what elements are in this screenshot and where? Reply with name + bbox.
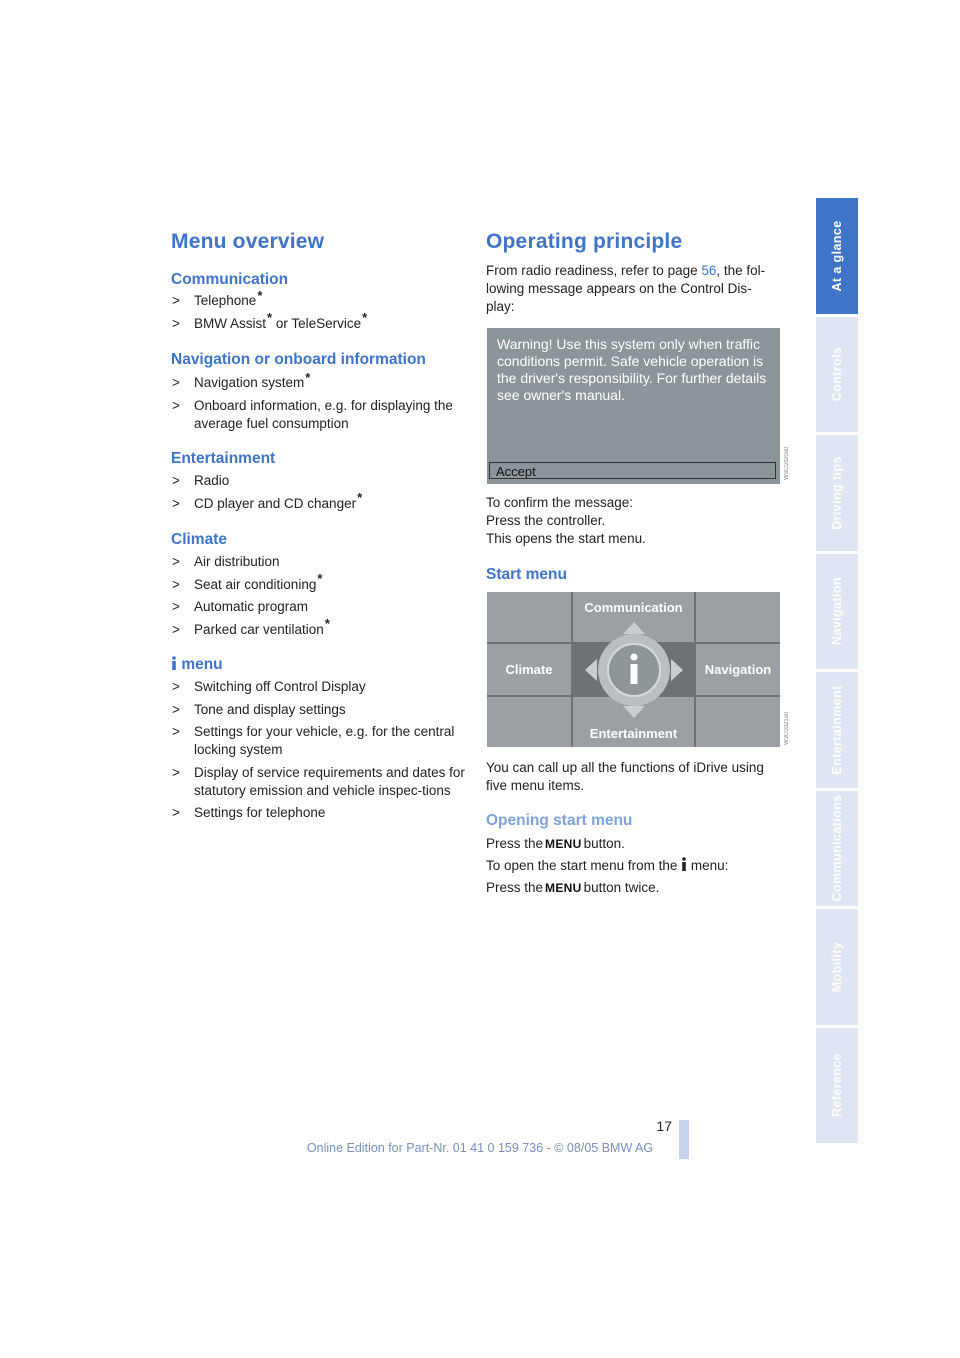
image-code: W3C0321a0 — [784, 711, 790, 745]
list-item: > Telephone* — [172, 287, 263, 308]
tab-entertainment[interactable]: Entertainment — [816, 672, 858, 791]
tab-navigation[interactable]: Navigation — [816, 554, 858, 673]
start-menu-heading: Start menu — [486, 566, 567, 583]
accept-option: Accept — [489, 462, 776, 479]
info-icon — [681, 857, 687, 871]
navigation-list — [171, 369, 466, 437]
tab-communications[interactable]: Communications — [816, 791, 858, 910]
operating-principle-title: Operating principle — [486, 230, 683, 253]
warning-screen — [487, 328, 780, 484]
page-link[interactable]: 56 — [701, 263, 717, 278]
list-item: > CD player and CD changer* — [172, 490, 363, 511]
list-item: > Display of service requirements and dates for statutory emission and vehicle inspec-tions — [172, 764, 465, 798]
communication-heading: Communication — [171, 271, 289, 288]
open-from-i-menu-line: To open the start menu from the menu: — [486, 858, 729, 873]
list-item: > Tone and display settings — [172, 701, 346, 717]
opening-start-menu-heading: Opening start menu — [486, 812, 633, 829]
menu-tile-blank — [696, 592, 780, 642]
tab-mobility[interactable]: Mobility — [816, 909, 858, 1028]
tab-at-a-glance[interactable]: At a glance — [816, 198, 858, 317]
list-item: > Onboard information, e.g. for displaying the average fuel consumption — [172, 397, 453, 431]
menu-key-icon: MENU — [545, 837, 582, 851]
image-code: W3C0320a0 — [784, 446, 790, 480]
tab-controls[interactable]: Controls — [816, 317, 858, 436]
menu-key-icon: MENU — [545, 881, 582, 895]
menu-tile-blank — [487, 592, 571, 642]
page-number: 17 — [656, 1118, 672, 1134]
footer-text: Online Edition for Part-Nr. 01 41 0 159 736 - © 08/05 BMW AG — [306, 1141, 654, 1155]
warning-text: Warning! Use this system only when traffic conditions permit. Safe vehicle operation is the driver's responsibility. For further details see owner's manual. — [497, 336, 767, 403]
tab-driving-tips[interactable]: Driving tips — [816, 435, 858, 554]
list-item: > Settings for telephone — [172, 805, 326, 820]
navigation-tile: Navigation — [696, 644, 780, 695]
list-item: > Navigation system* — [172, 369, 311, 390]
list-item: > Parked car ventilation* — [172, 616, 330, 637]
call-up-paragraph: You can call up all the functions of iDrive using five menu items. — [486, 760, 764, 793]
list-item: > Switching off Control Display — [172, 679, 366, 694]
list-item: > Seat air conditioning* — [172, 571, 323, 592]
navigation-heading: Navigation or onboard information — [171, 351, 426, 368]
entertainment-heading: Entertainment — [171, 450, 276, 467]
press-menu-twice-line: Press the MENU button twice. — [486, 880, 660, 895]
info-icon — [171, 656, 177, 670]
communication-tile: Communication — [573, 592, 694, 642]
menu-tile-blank — [696, 697, 780, 747]
i-menu-heading: menu — [171, 656, 223, 674]
list-item: > Automatic program — [172, 599, 309, 614]
climate-tile: Climate — [487, 644, 571, 695]
controller-icon — [583, 620, 685, 720]
confirm-paragraph: To confirm the message: Press the controller. This opens the start menu. — [486, 495, 646, 546]
communication-list — [171, 287, 466, 337]
menu-overview-title: Menu overview — [171, 230, 325, 253]
chapter-tabs — [816, 198, 858, 1146]
i-menu-list — [171, 678, 466, 827]
intro-paragraph: From radio readiness, refer to page 56, the fol-lowing message appears on the Control Dis-play: — [486, 263, 766, 314]
menu-tile-blank — [487, 697, 571, 747]
climate-list — [171, 553, 466, 643]
list-item: > Radio — [172, 473, 230, 488]
press-menu-line: Press the MENU button. — [486, 836, 625, 851]
start-menu-screen — [487, 592, 780, 747]
tab-reference[interactable]: Reference — [816, 1028, 858, 1147]
list-item: > BMW Assist* or TeleService* — [172, 310, 368, 331]
climate-heading: Climate — [171, 531, 227, 548]
list-item: > Settings for your vehicle, e.g. for the central locking system — [172, 724, 455, 757]
entertainment-tile: Entertainment — [573, 697, 694, 747]
list-item: > Air distribution — [172, 554, 280, 569]
entertainment-list — [171, 472, 466, 517]
